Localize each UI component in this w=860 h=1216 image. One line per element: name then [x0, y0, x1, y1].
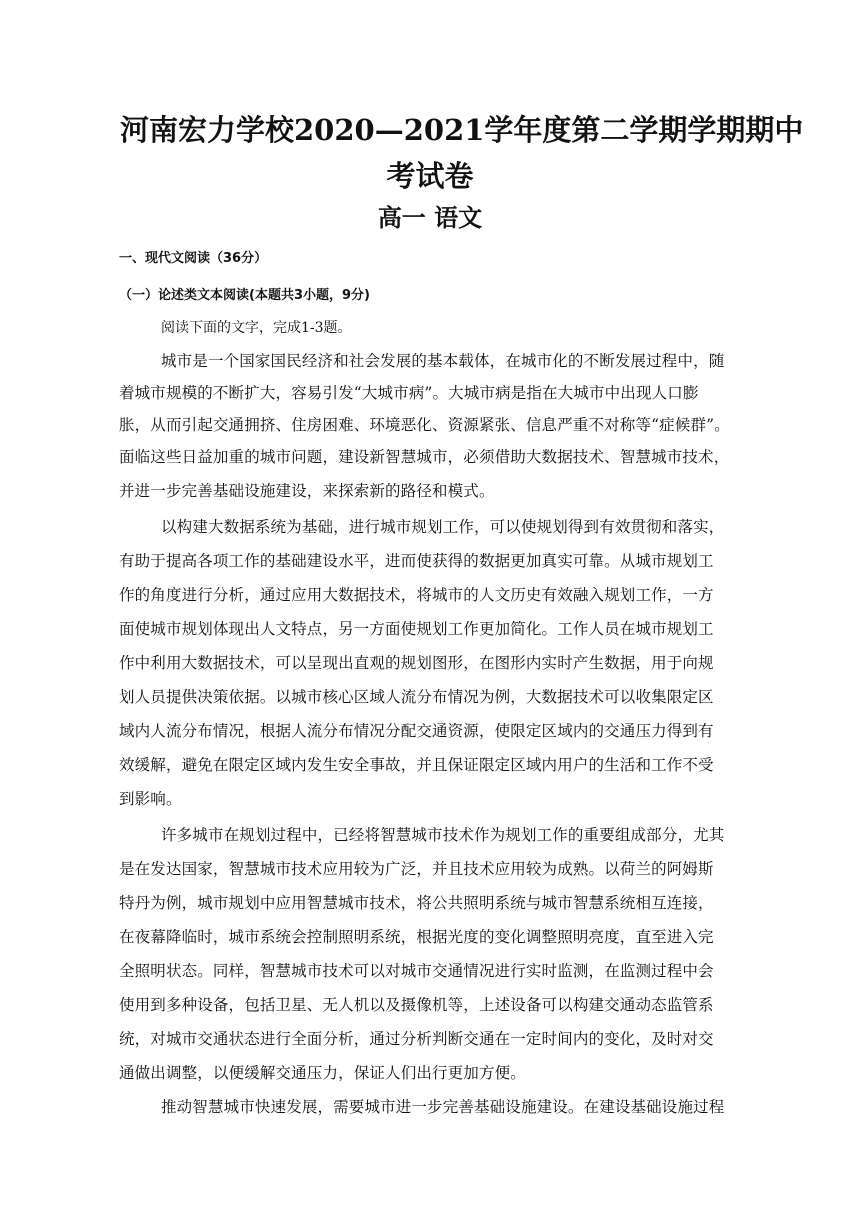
passage-line: 城市是一个国家国民经济和社会发展的基本载体，在城市化的不断发展过程中，随: [161, 352, 725, 370]
passage-line: 并进一步完善基础设施建设，来探索新的路径和模式。: [119, 482, 495, 500]
passage-line: 全照明状态。同样，智慧城市技术可以对城市交通情况进行实时监测，在监测过程中会: [119, 962, 714, 980]
passage-line: 效缓解，避免在限定区域内发生安全事故，并且保证限定区域内用户的生活和工作不受: [119, 756, 714, 774]
passage-line: 以构建大数据系统为基础，进行城市规划工作，可以使规划得到有效贯彻和落实，: [161, 518, 725, 536]
exam-title-line-2: 考试卷: [386, 159, 474, 193]
reading-instruction: 阅读下面的文字，完成1-3题。: [161, 320, 352, 336]
exam-title-line-1: 河南宏力学校2020—2021学年度第二学期学期期中: [120, 113, 804, 147]
exam-subtitle: 高一 语文: [377, 203, 483, 232]
passage-line: 是在发达国家，智慧城市技术应用较为广泛，并且技术应用较为成熟。以荷兰的阿姆斯: [119, 860, 714, 878]
passage-line: 特丹为例，城市规划中应用智慧城市技术，将公共照明系统与城市智慧系统相互连接，: [119, 894, 714, 912]
passage-line: 在夜幕降临时，城市系统会控制照明系统，根据光度的变化调整照明亮度，直至进入完: [119, 928, 714, 946]
part-heading: （一）论述类文本阅读(本题共3小题，9分): [119, 288, 370, 303]
passage-line: 许多城市在规划过程中，已经将智慧城市技术作为规划工作的重要组成部分，尤其: [161, 826, 725, 844]
passage-line: 使用到多种设备，包括卫星、无人机以及摄像机等，上述设备可以构建交通动态监管系: [119, 996, 714, 1014]
passage-line: 胀，从而引起交通拥挤、住房困难、环境恶化、资源紧张、信息严重不对称等“症候群”。: [119, 416, 730, 434]
passage-line: 推动智慧城市快速发展，需要城市进一步完善基础设施建设。在建设基础设施过程: [161, 1098, 725, 1116]
passage-line: 有助于提高各项工作的基础建设水平，进而使获得的数据更加真实可靠。从城市规划工: [119, 552, 714, 570]
passage-line: 作中利用大数据技术，可以呈现出直观的规划图形，在图形内实时产生数据，用于向规: [119, 654, 714, 672]
passage-line: 统，对城市交通状态进行全面分析，通过分析判断交通在一定时间内的变化，及时对交: [119, 1030, 714, 1048]
passage-line: 划人员提供决策依据。以城市核心区域人流分布情况为例，大数据技术可以收集限定区: [119, 688, 714, 706]
passage-line: 通做出调整，以便缓解交通压力，保证人们出行更加方便。: [119, 1064, 526, 1082]
passage-line: 作的角度进行分析，通过应用大数据技术，将城市的人文历史有效融入规划工作，一方: [119, 586, 714, 604]
passage-line: 着城市规模的不断扩大，容易引发“大城市病”。大城市病是指在大城市中出现人口膨: [119, 384, 699, 402]
passage-line: 域内人流分布情况，根据人流分布情况分配交通资源，使限定区域内的交通压力得到有: [119, 722, 714, 740]
section-heading: 一、现代文阅读（36分）: [119, 251, 268, 266]
passage-line: 面使城市规划体现出人文特点，另一方面使规划工作更加简化。工作人员在城市规划工: [119, 620, 714, 638]
passage-line: 面临这些日益加重的城市问题，建设新智慧城市，必须借助大数据技术、智慧城市技术，: [119, 448, 730, 466]
passage-line: 到影响。: [119, 790, 182, 808]
